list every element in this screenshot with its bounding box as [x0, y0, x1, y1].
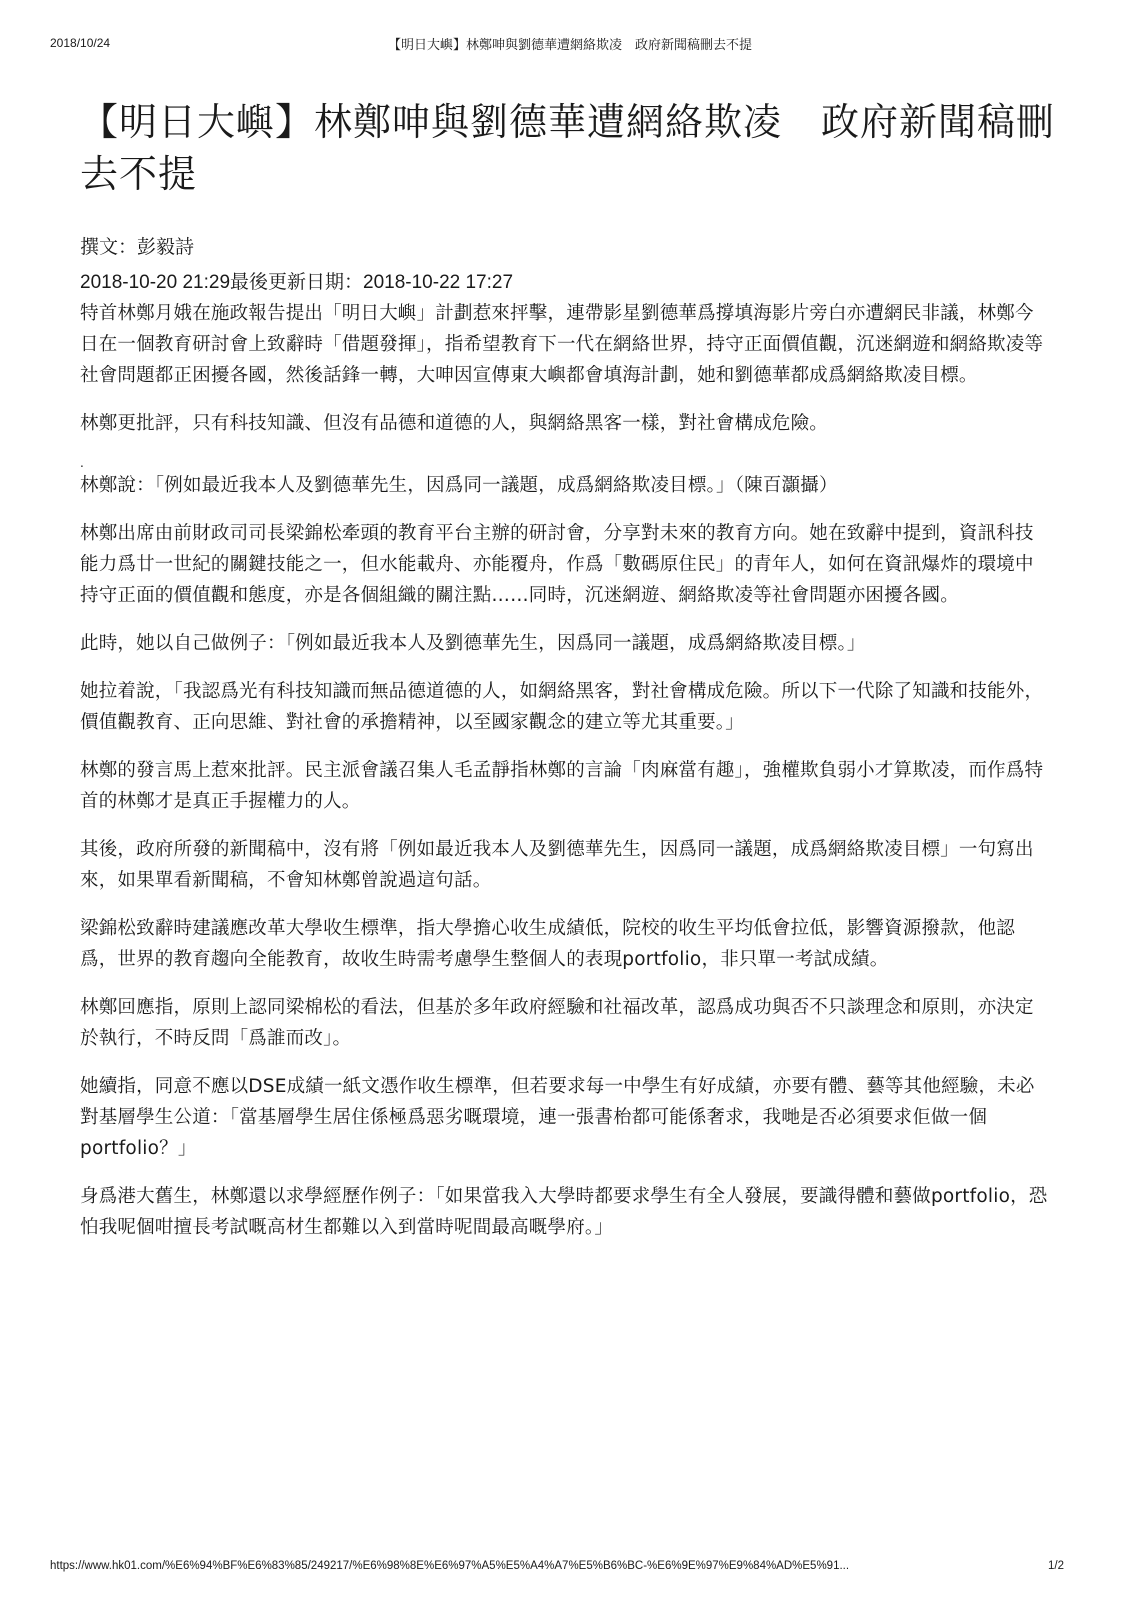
print-date: 2018/10/24	[50, 36, 111, 50]
paragraph: 林鄭回應指，原則上認同梁棉松的看法，但基於多年政府經驗和社福改革，認爲成功與否不只談理念和原則，亦決定於執行，不時反問「爲誰而改」。	[80, 997, 1034, 1049]
paragraph: 她拉着說，「我認爲光有科技知識而無品德道德的人，如網絡黑客，對社會構成危險。所以下一代除了知識和技能外，價值觀教育、正向思維、對社會的承擔精神，以至國家觀念的建立等尤其重要。」	[80, 681, 1044, 733]
article-byline: 撰文：彭毅詩	[80, 236, 195, 258]
photo-caption: 林鄭說：「例如最近我本人及劉德華先生，因爲同一議題，成爲網絡欺凌目標。」（陳百灝攝）	[80, 475, 838, 496]
paragraph: 特首林鄭月娥在施政報告提出「明日大嶼」計劃惹來抨擊，連帶影星劉德華爲撐填海影片旁白亦遭網民非議，林鄭今日在一個教育研討會上致辭時「借題發揮」，指希望教育下一代在網絡世界，持守正面價值觀，沉迷網遊和網絡欺凌等社會問題都正困擾各國，然後話鋒一轉，大呻因宣傳東大嶼都會填海計劃，她和劉德華都成爲網絡欺凌目標。	[80, 303, 1044, 386]
print-url: https://www.hk01.com/%E6%94%BF%E6%83%85/249217/%E6%98%8E%E6%97%A5%E5%A4%A7%E5%B6%BC-%E6%9E%97%E9%84%AD%E5%91...	[50, 1560, 850, 1572]
article-headline: 【明日大嶼】林鄭呻與劉德華遭網絡欺凌 政府新聞稿刪去不提	[80, 100, 1056, 196]
paragraph: 此時，她以自己做例子：「例如最近我本人及劉德華先生，因爲同一議題，成爲網絡欺凌目標。」	[80, 633, 866, 654]
paragraph: 其後，政府所發的新聞稿中，沒有將「例如最近我本人及劉德華先生，因爲同一議題，成爲網絡欺凌目標」一句寫出來，如果單看新聞稿，不會知林鄭曾說過這句話。	[80, 839, 1034, 891]
page-number: 1/2	[1048, 1560, 1064, 1572]
paragraph: 林鄭的發言馬上惹來批評。民主派會議召集人毛孟靜指林鄭的言論「肉麻當有趣」，強權欺負弱小才算欺凌，而作爲特首的林鄭才是真正手握權力的人。	[80, 760, 1044, 812]
paragraph: 林鄭出席由前財政司司長梁錦松牽頭的教育平台主辦的研討會，分享對未來的教育方向。她在致辭中提到，資訊科技能力爲廿一世紀的關鍵技能之一，但水能載舟、亦能覆舟，作爲「數碼原住民」的青年人，如何在資訊爆炸的環境中持守正面的價值觀和態度，亦是各個組織的關注點……同時，沉迷網遊、網絡欺凌等社會問題亦困擾各國。	[80, 523, 1034, 606]
print-header-title: 【明日大嶼】林鄭呻與劉德華遭網絡欺凌 政府新聞稿刪去不提	[388, 38, 753, 53]
article-dates: 2018-10-20 21:29最後更新日期：2018-10-22 17:27	[80, 272, 514, 293]
paragraph-dot: .	[80, 456, 85, 470]
paragraph: 梁錦松致辭時建議應改革大學收生標準，指大學擔心收生成績低，院校的收生平均低會拉低，影響資源撥款，他認爲，世界的教育趨向全能教育，故收生時需考慮學生整個人的表現portfolio，非只單一考試成績。	[80, 918, 1016, 970]
paragraph: 她續指，同意不應以DSE成績一紙文憑作收生標準，但若要求每一中學生有好成績，亦要有體、藝等其他經驗，未必對基層學生公道：「當基層學生居住係極爲惡劣嘅環境，連一張書枱都可能係奢求，我哋是否必須要求佢做一個portfolio？」	[80, 1076, 1035, 1159]
paragraph: 林鄭更批評，只有科技知識、但沒有品德和道德的人，與網絡黑客一樣，對社會構成危險。	[80, 413, 829, 434]
article-body	[80, 298, 1050, 1260]
paragraph: 身爲港大舊生，林鄭還以求學經歷作例子：「如果當我入大學時都要求學生有全人發展，要識得體和藝做portfolio，恐怕我呢個咁擅長考試嘅高材生都難以入到當時呢間最高嘅學府。」	[80, 1186, 1048, 1238]
